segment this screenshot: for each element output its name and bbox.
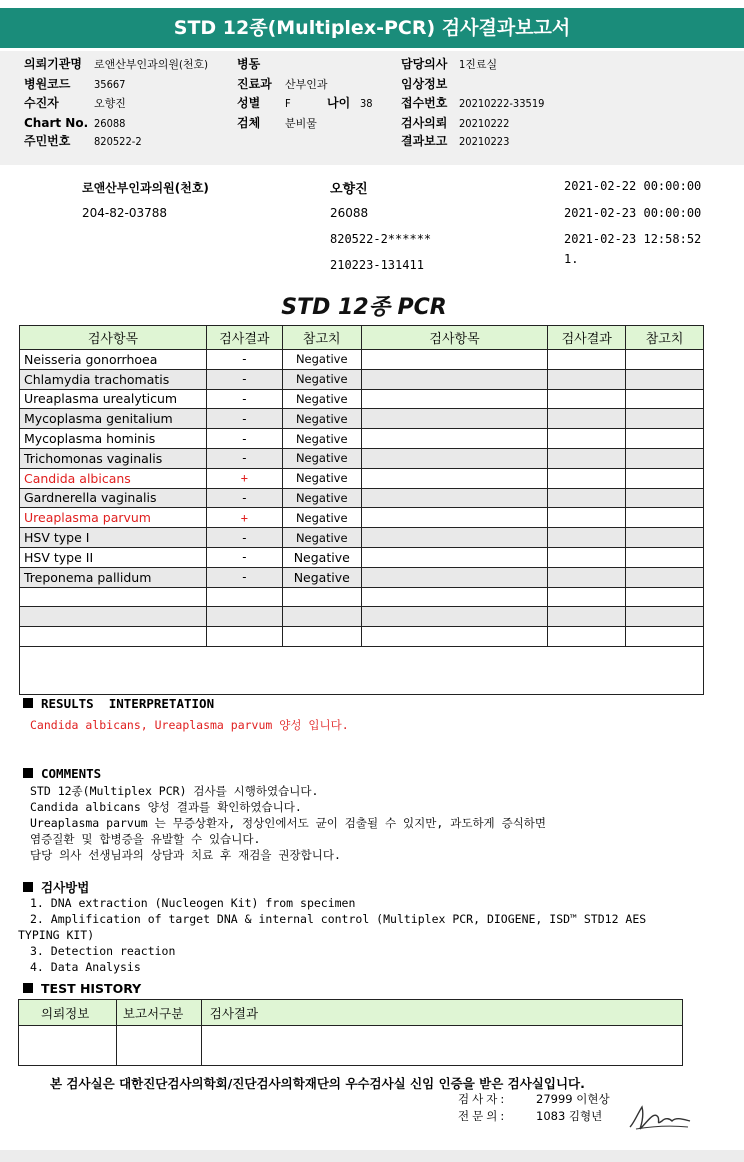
test-result: - [206, 567, 282, 587]
sex-value: F [285, 97, 291, 110]
test-name: Candida albicans [20, 468, 207, 488]
hospital-code-row [24, 76, 125, 93]
signer-name: 1083 김형년 [536, 1109, 603, 1123]
test-reference: Negative [282, 567, 361, 587]
meta-resident: 820522-2****** [330, 232, 432, 246]
department-row [237, 76, 328, 93]
specimen-row [237, 115, 317, 132]
report-date-row [401, 133, 509, 150]
method-heading: 검사방법 [23, 878, 89, 896]
institution-row [24, 56, 208, 73]
test-name: HSV type II [20, 547, 207, 567]
test-history-table [18, 999, 683, 1066]
request-label: 검사의뢰 [401, 116, 448, 130]
col-result-right: 검사결과 [548, 326, 626, 350]
test-result: - [206, 369, 282, 389]
test-history-heading: TEST HISTORY [23, 981, 141, 996]
specialist-signature-line [458, 1108, 602, 1124]
certification-text: 본 검사실은 대한진단검사의학회/진단검사의학재단의 우수검사실 신임 인증을 받은 검사실입니다. [50, 1076, 585, 1091]
report-date-label: 결과보고 [401, 134, 448, 148]
accession-value: 20210222-33519 [459, 97, 545, 110]
department-label: 진료과 [237, 77, 272, 91]
table-row [20, 528, 704, 548]
table-row-empty [20, 627, 704, 647]
col-request-info: 의뢰정보 [19, 1000, 117, 1026]
test-reference: Negative [282, 528, 361, 548]
test-name: Neisseria gonorrhoea [20, 350, 207, 370]
meta-clinic: 로앤산부인과의원(천호) [82, 181, 209, 195]
request-row [401, 115, 509, 132]
resident-row [24, 133, 142, 150]
hospital-code-value: 35667 [94, 78, 126, 91]
specimen-label: 검체 [237, 116, 261, 130]
results-interpretation-heading: RESULTS INTERPRETATION [23, 696, 214, 711]
test-result: - [206, 429, 282, 449]
meta-date-1: 2021-02-22 00:00:00 [564, 179, 702, 193]
meta-date-2: 2021-02-23 00:00:00 [564, 206, 702, 220]
signer-name: 27999 이현상 [536, 1092, 610, 1106]
square-bullet-icon [23, 983, 33, 993]
table-row [20, 389, 704, 409]
recipient-value: 오향진 [94, 97, 126, 110]
report-title-bar: STD 12종(Multiplex-PCR) 검사결과보고서 [0, 8, 744, 48]
age-value: 38 [360, 97, 373, 110]
ward-label: 병동 [237, 57, 261, 71]
test-reference: Negative [282, 468, 361, 488]
test-result: - [206, 488, 282, 508]
table-row-empty [20, 646, 704, 694]
col-test-item-right: 검사항목 [361, 326, 548, 350]
meta-patient: 오향진 [330, 182, 368, 197]
history-header-row [19, 1000, 683, 1026]
patient-info-panel [0, 51, 744, 165]
table-row-positive [20, 468, 704, 488]
test-reference: Negative [282, 409, 361, 429]
meta-clinic-reg: 204-82-03788 [82, 206, 168, 220]
test-reference: Negative [282, 350, 361, 370]
test-name: Ureaplasma urealyticum [20, 389, 207, 409]
test-name: Ureaplasma parvum [20, 508, 207, 528]
report-date-value: 20210223 [459, 135, 510, 148]
results-interpretation-text: Candida albicans, Ureaplasma parvum 양성 입니다. [30, 718, 349, 732]
handwritten-signature-icon [628, 1103, 692, 1133]
signer-role: 전문의: [458, 1109, 508, 1123]
sex-row [237, 95, 373, 112]
comments-line: 담당 의사 선생님과의 상담과 치료 후 재검을 권장합니다. [30, 848, 341, 862]
clinical-row [401, 76, 459, 93]
test-reference: Negative [282, 429, 361, 449]
method-line: 3. Detection reaction [30, 944, 176, 958]
method-line: 1. DNA extraction (Nucleogen Kit) from specimen [30, 896, 356, 910]
test-result: - [206, 547, 282, 567]
doctor-row [401, 56, 497, 73]
comments-line: Candida albicans 양성 결과를 확인하였습니다. [30, 800, 302, 814]
col-test-item-left: 검사항목 [20, 326, 207, 350]
table-row [20, 488, 704, 508]
sex-label: 성별 [237, 96, 261, 110]
comments-line: STD 12종(Multiplex PCR) 검사를 시행하였습니다. [30, 784, 319, 798]
doctor-value: 1진료실 [459, 58, 498, 71]
age-label: 나이 [327, 96, 351, 110]
test-result: - [206, 528, 282, 548]
table-row [20, 567, 704, 587]
test-name: Gardnerella vaginalis [20, 488, 207, 508]
meta-chart: 26088 [330, 206, 369, 220]
department-value: 산부인과 [285, 78, 328, 91]
method-line: TYPING KIT) [18, 928, 95, 942]
chart-value: 26088 [94, 117, 126, 130]
request-value: 20210222 [459, 117, 510, 130]
recipient-label: 수진자 [24, 96, 59, 110]
table-row [20, 448, 704, 468]
test-name: Mycoplasma hominis [20, 429, 207, 449]
col-test-result: 검사결과 [201, 1000, 682, 1026]
comments-heading: COMMENTS [23, 766, 101, 781]
test-reference: Negative [282, 508, 361, 528]
resident-value: 820522-2 [94, 135, 142, 148]
std-pcr-title: STD 12종 PCR [281, 295, 447, 320]
meta-date-3: 2021-02-23 12:58:52 [564, 232, 702, 246]
test-result: - [206, 448, 282, 468]
table-row [20, 409, 704, 429]
test-reference: Negative [282, 448, 361, 468]
test-result: - [206, 350, 282, 370]
col-reference-right: 참고치 [626, 326, 704, 350]
col-reference-left: 참고치 [282, 326, 361, 350]
square-bullet-icon [23, 882, 33, 892]
clinical-label: 임상정보 [401, 77, 448, 91]
square-bullet-icon [23, 768, 33, 778]
test-result: + [206, 468, 282, 488]
test-reference: Negative [282, 547, 361, 567]
accession-row [401, 95, 544, 112]
institution-value: 로앤산부인과의원(천호) [94, 58, 208, 71]
comments-line: 염증질환 및 합병증을 유발할 수 있습니다. [30, 832, 261, 846]
results-table [19, 325, 704, 695]
tester-signature-line [458, 1091, 610, 1107]
test-name: HSV type I [20, 528, 207, 548]
page-bottom-margin [0, 1150, 744, 1162]
test-reference: Negative [282, 488, 361, 508]
method-line: 2. Amplification of target DNA & internal control (Multiplex PCR, DIOGENE, ISD™ STD12 AES [30, 912, 647, 926]
table-row-empty [20, 607, 704, 627]
table-row-positive [20, 508, 704, 528]
institution-label: 의뢰기관명 [24, 57, 82, 71]
square-bullet-icon [23, 698, 33, 708]
method-line: 4. Data Analysis [30, 960, 141, 974]
recipient-row [24, 95, 126, 112]
ward-row [237, 56, 285, 73]
table-row [20, 369, 704, 389]
table-row [20, 350, 704, 370]
test-result: - [206, 409, 282, 429]
doctor-label: 담당의사 [401, 57, 448, 71]
chart-row [24, 115, 125, 132]
signer-role: 검사자: [458, 1092, 508, 1106]
meta-sample-no: 210223-131411 [330, 258, 424, 272]
col-result-left: 검사결과 [206, 326, 282, 350]
test-reference: Negative [282, 389, 361, 409]
test-result: + [206, 508, 282, 528]
results-header-row [20, 326, 704, 350]
meta-page: 1. [564, 252, 579, 266]
test-name: Chlamydia trachomatis [20, 369, 207, 389]
table-row [20, 547, 704, 567]
resident-label: 주민번호 [24, 134, 71, 148]
history-row [19, 1026, 683, 1066]
col-report-type: 보고서구분 [116, 1000, 201, 1026]
test-result: - [206, 389, 282, 409]
test-name: Treponema pallidum [20, 567, 207, 587]
table-row [20, 429, 704, 449]
comments-line: Ureaplasma parvum 는 무증상환자, 정상인에서도 균이 검출될 수 있지만, 과도하게 증식하면 [30, 816, 547, 830]
hospital-code-label: 병원코드 [24, 77, 71, 91]
test-name: Trichomonas vaginalis [20, 448, 207, 468]
chart-label: Chart No. [24, 116, 89, 130]
table-row-empty [20, 587, 704, 607]
specimen-value: 분비물 [285, 117, 317, 130]
accession-label: 접수번호 [401, 96, 448, 110]
test-name: Mycoplasma genitalium [20, 409, 207, 429]
test-reference: Negative [282, 369, 361, 389]
